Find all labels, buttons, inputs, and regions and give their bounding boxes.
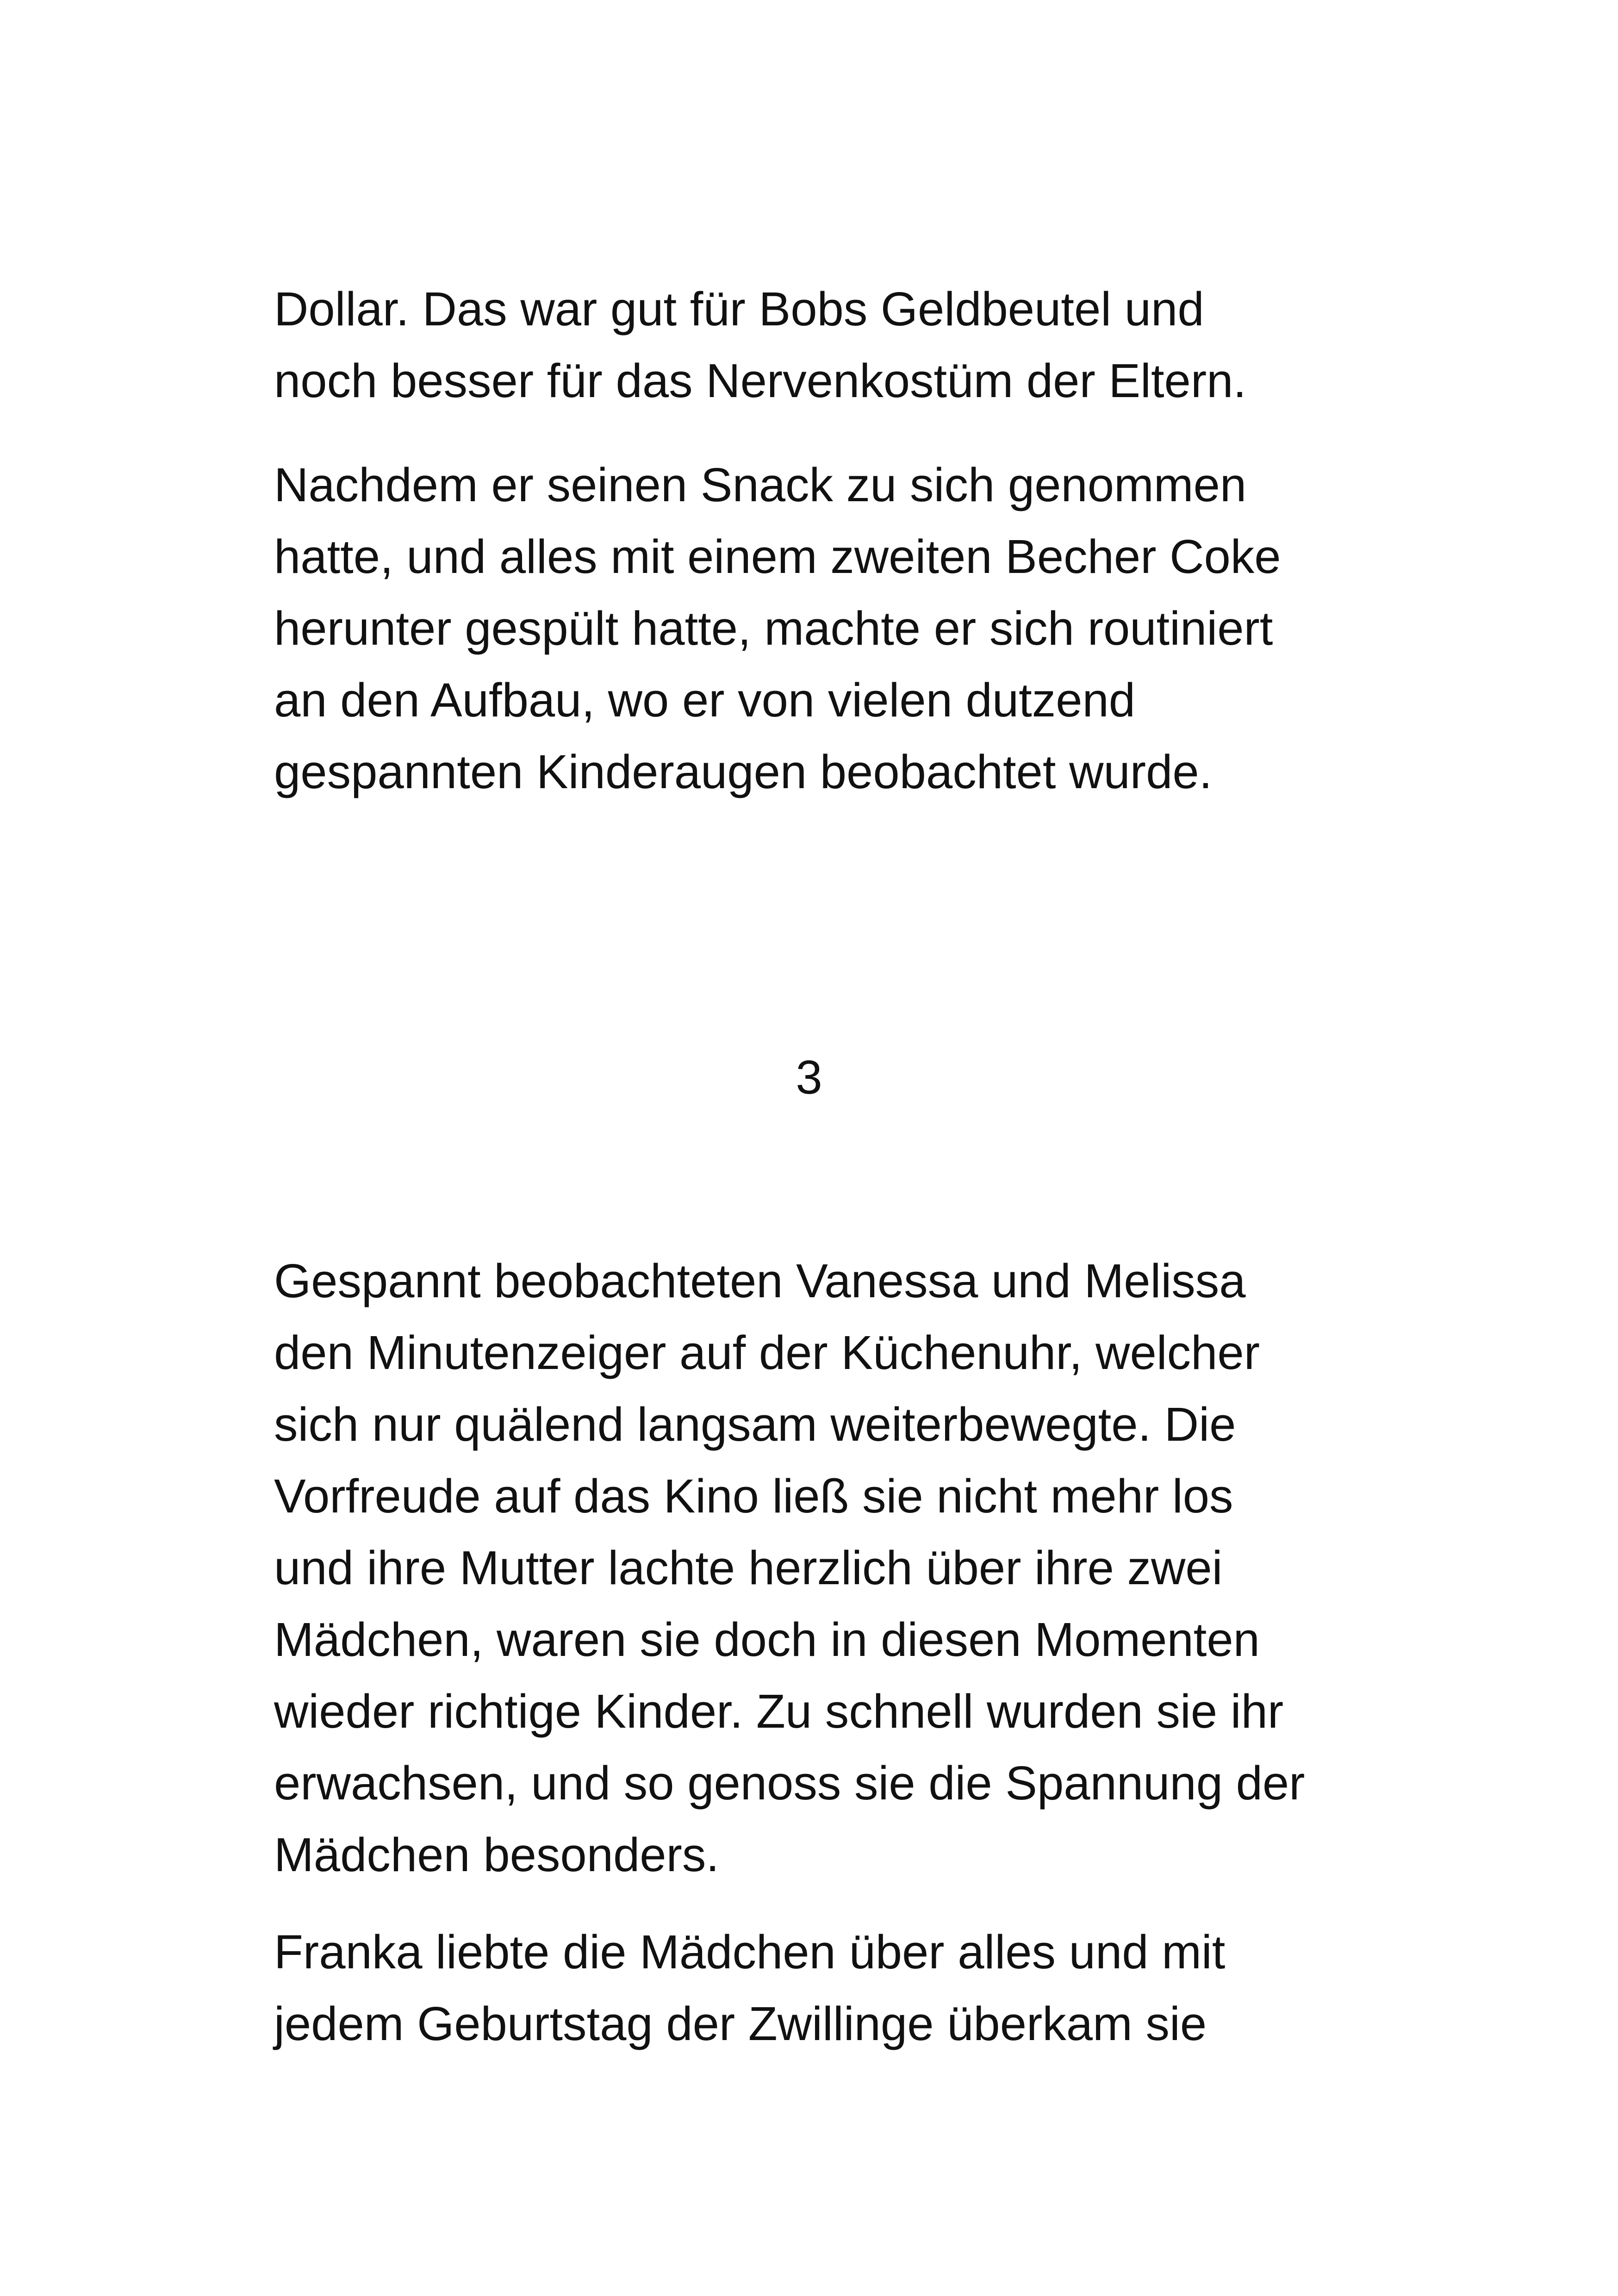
text-line: Nachdem er seinen Snack zu sich genommen [274,458,1247,511]
paragraph-3 [274,1245,1375,1891]
text-line: Dollar. Das war gut für Bobs Geldbeutel und [274,282,1204,336]
text-line: erwachsen, und so genoss sie die Spannung der [274,1756,1305,1810]
paragraph-2 [274,449,1375,808]
text-line: gespannten Kinderaugen beobachtet wurde. [274,745,1213,798]
text-line: Vorfreude auf das Kino ließ sie nicht mehr los [274,1469,1233,1523]
text-line: sich nur quälend langsam weiterbewegte. Die [274,1398,1236,1451]
paragraph-1 [274,273,1375,417]
text-line: Mädchen, waren sie doch in diesen Momenten [274,1613,1260,1666]
chapter-number: 3 [796,1051,822,1104]
text-line: Franka liebte die Mädchen über alles und mit [274,1925,1226,1979]
text-line: herunter gespült hatte, machte er sich routiniert [274,602,1273,655]
text-line: noch besser für das Nervenkostüm der Eltern. [274,354,1247,407]
paragraph-4 [274,1916,1375,2060]
text-line: hatte, und alles mit einem zweiten Becher Coke [274,530,1281,583]
text-line: Mädchen besonders. [274,1828,719,1881]
text-line: an den Aufbau, wo er von vielen dutzend [274,673,1136,727]
text-line: wieder richtige Kinder. Zu schnell wurden sie ihr [274,1685,1284,1738]
text-line: den Minutenzeiger auf der Küchenuhr, welcher [274,1326,1260,1379]
text-line: und ihre Mutter lachte herzlich über ihre zwei [274,1541,1223,1594]
text-line: Gespannt beobachteten Vanessa und Melissa [274,1254,1246,1307]
text-line: jedem Geburtstag der Zwillinge überkam sie [274,1997,1207,2050]
